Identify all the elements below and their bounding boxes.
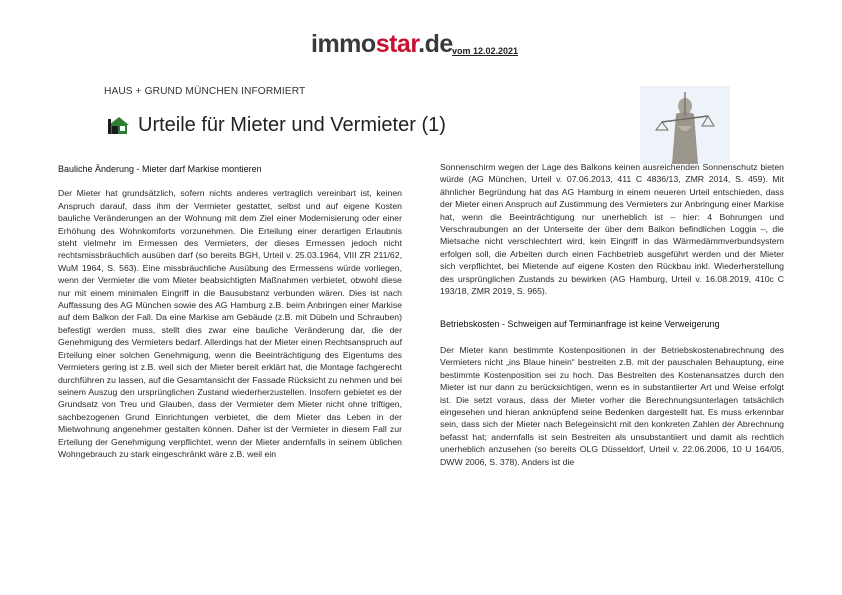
justitia-image xyxy=(640,86,730,164)
house-icon xyxy=(108,116,130,135)
logo-part-de: .de xyxy=(418,30,453,58)
publisher-info: HAUS + GRUND MÜNCHEN INFORMIERT xyxy=(104,86,306,97)
logo-part-immo: immo xyxy=(311,30,376,58)
page-title: Urteile für Mieter und Vermieter (1) xyxy=(138,114,446,136)
immostar-logo xyxy=(311,30,453,58)
article-paragraph-betriebskosten: Der Mieter kann bestimmte Kostenpositionen in der Betriebskostenabrechnung des Vermieters nicht „ins Blaue hinein“ bestreiten z.B. mit der pauschalen Behauptung, eine bestimmte Kostenposition sei zu hoch. Das Bestreiten des Kostenansatzes durch den Mieter ist nur dann zu berücksichtigen, wenn es in substantiierter Art und Weise erfolgt ist. Die setzt voraus, dass der Mieter vorher die Berechnungsunterlagen tatsächlich eingesehen und hieran anknüpfend seine Bedenken dargestellt hat. Es muss erkennbar sein, dass sich der Mieter nach Belegeinsicht mit den konkreten Zahlen der Abrechnung befasst hat; andernfalls ist sein Bestreiten als unsubstantiiert und damit als rechtlich unerheblich anzusehen (so bereits OLG Düsseldorf, Urteil v. 22.06.2006, 10 U 164/05, DWW 2006, S. 378). Anders ist die xyxy=(440,344,784,467)
article-paragraph-markise: Der Mieter hat grundsätzlich, sofern nichts anderes vertraglich vereinbart ist, keinen Anspruch darauf, dass ihm der Vermieter gestattet, selbst und auf eigene Kosten bauliche Veränderungen an der Wohnung mit dem Ziel einer Modernisierung oder einer Erhöhung des Wohnkomforts vorzunehmen. Die Erteilung einer derartigen Erlaubnis steht vielmehr im Ermessen des Vermieters, der dieses Ermessen jedoch nicht rechtsmissbräuchlich ausüben darf (so bereits BGH, Urteil v. 25.03.1964, VIII ZR 211/62, WuM 1964, S. 563). Eine missbräuchliche Ausübung des Ermessens würde vorliegen, wenn der Vermieter die vom Mieter beabsichtigten Maßnahmen verbietet, obwohl diese nur mit einem minimalen Eingriff in die Bausubstanz verbunden wären. Dies ist nach Auffassung des AG München sowie des AG Hamburg z.B. beim Anbringen einer Markise auf dem Balkon der Fall. Da eine Markise am Gebäude (z.B. mit Dübeln und Schrauben) befestigt werden muss, stellt dies zwar eine bauliche Veränderung dar, die der Genehmigung des Vermieters bedarf. Allerdings hat der Mieter einen Rechtsanspruch auf Erteilung einer solchen Genehmigung, wenn die Beeinträchtigung des Eigentums des Vermieters gering ist z.B. weil sich der Mieter bereit erklärt hat, die Montage fachgerecht durchführen zu lassen, auf die Gesamtansicht der Fassade Rücksicht zu nehmen und bei seinem Auszug den ursprünglichen Zustand wiederherzustellen. Insofern gebietet es der Grundsatz von Treu und Glauben, dass der Vermieter dem Mieter nicht ohne triftigen, sachbezogenen Grund Einrichtungen verbietet, die dem Mieter das Leben in der Mietwohnung angenehmer gestalten können. Daher ist der Vermieter in diesem Fall zur Erteilung der Genehmigung verpflichtet, wenn der Mieter andernfalls in seinem üblichen Wohngebrauch zu stark eingeschränkt wäre z.B. weil ein xyxy=(58,188,402,459)
logo-part-star: star xyxy=(375,30,419,58)
left-column xyxy=(58,163,402,460)
article-heading-betriebskosten: Betriebskosten - Schweigen auf Terminanfrage ist keine Verweigerung xyxy=(440,319,720,330)
publication-date: vom 12.02.2021 xyxy=(452,46,519,56)
title-row xyxy=(108,114,446,137)
right-column xyxy=(440,161,784,468)
article-heading-markise: Bauliche Änderung - Mieter darf Markise montieren xyxy=(58,164,262,174)
article-paragraph-markise-continued: Sonnenschirm wegen der Lage des Balkons keinen ausreichenden Sonnenschutz bieten würde (AG München, Urteil v. 07.06.2013, 411 C 4836/13, ZMR 2014, S. 459). Mit ähnlicher Begründung hat das AG Hamburg in einem neueren Urteil entschieden, dass der Mieter einen Anspruch auf Zustimmung des Vermieters zur Anbringung einer Markise hat, wenn die Beeinträchtigung nur unerheblich ist – hier: 4 Bohrungen und Verschraubungen an der Unterseite der über dem Balkon befindlichen Loggia –, die Mietsache nicht verschlechtert wird, kein Eingriff in das Wärmedämmverbundsystem erfolgen soll, die Arbeiten durch einen Fachbetrieb ausgeführt werden und der Mieter sich verpflichtet, bei Mietende auf eigene Kosten den Rückbau inkl. Wiederherstellung des ursprünglichen Zustands zu bewirken (AG Hamburg, Urteil v. 16.08.2019, 410c C 193/18, ZMR 2019, S. 965). xyxy=(440,162,784,297)
